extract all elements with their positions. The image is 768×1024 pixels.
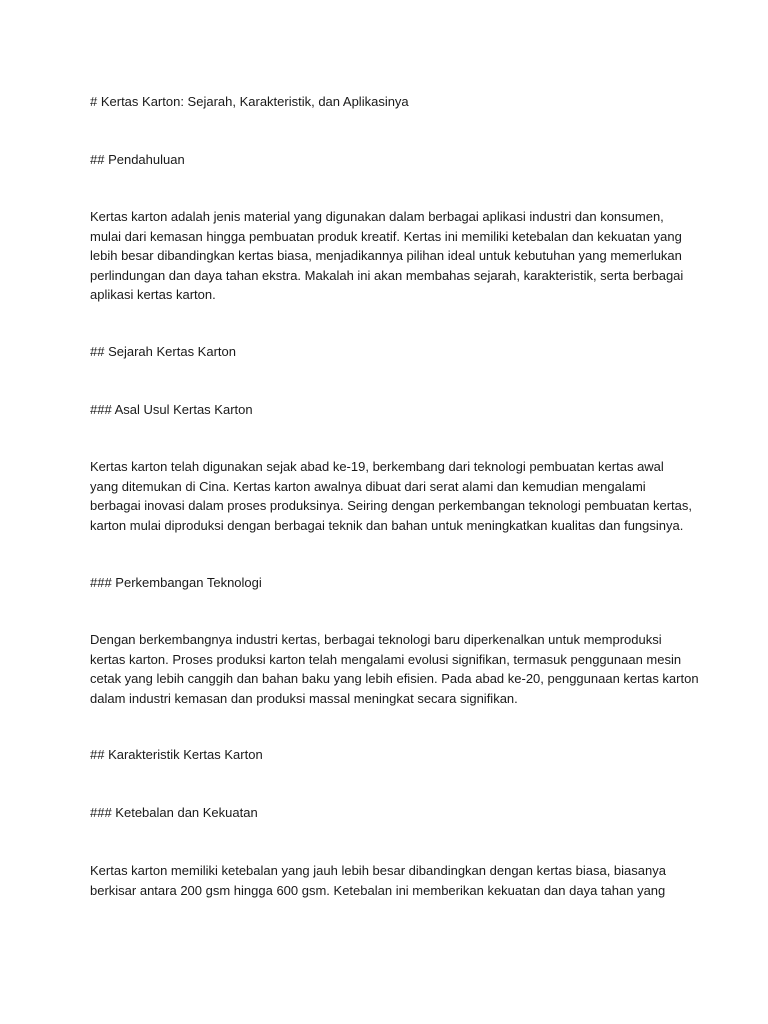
heading-perkembangan: ### Perkembangan Teknologi xyxy=(90,575,262,590)
paragraph-line: karton mulai diproduksi dengan berbagai teknik dan bahan untuk meningkatkan kualitas dan fungsinya. xyxy=(90,517,684,533)
paragraph-line: cetak yang lebih canggih dan bahan baku yang lebih efisien. Pada abad ke-20, penggunaan kertas karton xyxy=(90,671,699,686)
paragraph-line: dalam industri kemasan dan produksi massal meningkat secara signifikan. xyxy=(90,690,518,706)
document-title: # Kertas Karton: Sejarah, Karakteristik, dan Aplikasinya xyxy=(90,94,409,109)
heading-sejarah: ## Sejarah Kertas Karton xyxy=(90,344,236,359)
paragraph-asal-usul xyxy=(90,457,690,535)
heading-asal-usul: ### Asal Usul Kertas Karton xyxy=(90,402,253,417)
paragraph-ketebalan xyxy=(90,861,690,900)
paragraph-line: lebih besar dibandingkan kertas biasa, menjadikannya pilihan ideal untuk kebutuhan yang memerlukan xyxy=(90,248,682,263)
heading-pendahuluan: ## Pendahuluan xyxy=(90,152,185,167)
paragraph-line: Kertas karton telah digunakan sejak abad ke-19, berkembang dari teknologi pembuatan kertas awal xyxy=(90,459,664,474)
paragraph-line: Kertas karton memiliki ketebalan yang jauh lebih besar dibandingkan dengan kertas biasa, biasanya xyxy=(90,863,666,878)
paragraph-line: aplikasi kertas karton. xyxy=(90,287,216,302)
paragraph-line: Kertas karton adalah jenis material yang digunakan dalam berbagai aplikasi industri dan konsumen, xyxy=(90,209,664,224)
paragraph-pendahuluan xyxy=(90,207,690,305)
paragraph-line: yang ditemukan di Cina. Kertas karton awalnya dibuat dari serat alami dan kemudian mengalami xyxy=(90,478,646,494)
paragraph-line: perlindungan dan daya tahan ekstra. Makalah ini akan membahas sejarah, karakteristik, serta berbagai xyxy=(90,267,684,283)
paragraph-line: kertas karton. Proses produksi karton telah mengalami evolusi signifikan, termasuk penggunaan mesin xyxy=(90,651,682,667)
paragraph-line: berkisar antara 200 gsm hingga 600 gsm. Ketebalan ini memberikan kekuatan dan daya tahan yang xyxy=(90,882,666,898)
paragraph-line: mulai dari kemasan hingga pembuatan produk kreatif. Kertas ini memiliki ketebalan dan kekuatan yang xyxy=(90,228,682,244)
paragraph-line: Dengan berkembangnya industri kertas, berbagai teknologi baru diperkenalkan untuk memproduksi xyxy=(90,632,662,647)
paragraph-line: berbagai inovasi dalam proses produksinya. Seiring dengan perkembangan teknologi pembuatan kertas, xyxy=(90,498,692,513)
paragraph-perkembangan xyxy=(90,630,699,708)
heading-ketebalan: ### Ketebalan dan Kekuatan xyxy=(90,805,258,820)
heading-karakteristik: ## Karakteristik Kertas Karton xyxy=(90,747,263,762)
